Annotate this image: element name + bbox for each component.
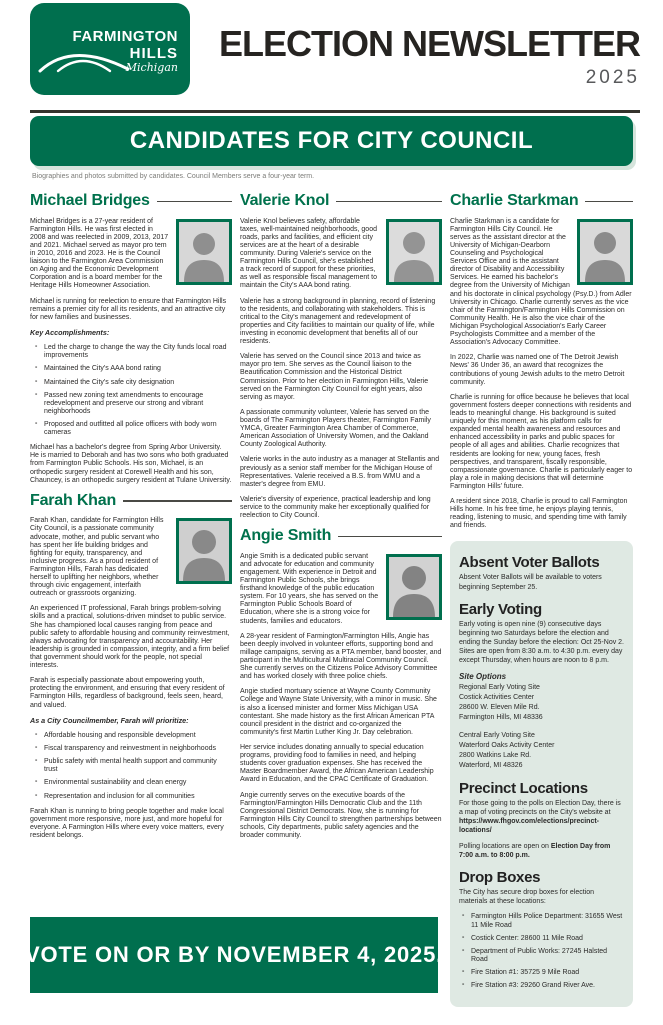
precinct-locations-heading: Precinct Locations — [459, 779, 588, 797]
candidate-section-angie-smith — [240, 527, 442, 840]
list-item: - Maintained the City's safe city designation — [35, 379, 232, 387]
list-item: - Representation and inclusion for all communities — [35, 793, 232, 801]
logo-line-hills: HILLS — [129, 45, 178, 62]
bio-paragraph: A resident since 2018, Charlie is proud to call Farmington Hills home. In his free time, he enjoys playing tennis, reading, listening to music, and spending time with family and friends. — [450, 498, 628, 530]
candidate-name: Michael Bridges — [30, 192, 150, 209]
candidate-name-heading — [450, 192, 633, 211]
absent-voter-ballots-text: Absent Voter Ballots will be available to voters beginning September 25. — [459, 574, 602, 591]
bio-text: Angie Smith is a dedicated public servant and advocate for education and community engagement. With experience in Detroit and Farmington Public Schools, she brings firsthand knowledge of the public education system. For 10 years, she has served on the Farmington Public Schools Board of Education, where she is a strong voice for students, families and educators. — [240, 552, 379, 625]
bio-paragraph: Valerie works in the auto industry as a manager at Stellantis and previously as a senior staff member for the Michigan House of Representatives. Valerie received a B.S. from WMU and a master's degree from EMU. — [240, 456, 440, 488]
candidate-section-valerie-knol — [240, 192, 442, 520]
vote-banner: VOTE ON OR BY NOVEMBER 4, 2025. — [30, 917, 438, 993]
candidate-name-heading — [240, 192, 442, 211]
bio-text: Charlie Starkman is a candidate for Farmington Hills City Council. He serves as the assistant director at the University of Michigan-Dearborn Counseling and Psychological Services Office and is the assistant director of Disability and Accessibility Services. He earned his bachelor's degree from the University of Michigan and his doctorate in clinical psychology (Psy.D.) from Adler University in Chicago. Charlie currently serves as the vice chair of the Farmington/Farmington Hills Commission on Community Health. He is also the vice chair of the Michigan Psychological Association's Early Career Psychologists Committee and a member of the Association's Advocacy Committee. — [450, 217, 632, 347]
photo-farah-khan — [176, 518, 232, 584]
list-item: - Maintained the City's AAA bond rating — [35, 365, 232, 373]
banner-note: Biographies and photos submitted by candidates. Council Members serve a four-year term. — [32, 173, 315, 180]
list-item: - Department of Public Works: 27245 Halsted Road — [462, 948, 624, 964]
absent-voter-ballots-heading: Absent Voter Ballots — [459, 554, 600, 572]
candidate-name: Valerie Knol — [240, 192, 330, 209]
bio-paragraph: Her service includes donating annually to special education programs, providing food to families in need, and helping students cover graduation expenses. She has received the Master Boardmember Award, the African American Leadership Award in Education, and the CPAC Certificate of Graduation. — [240, 744, 434, 784]
bio-paragraph: Charlie is running for office because he believes that local government fosters deeper connections with residents and leads to meaningful change. His background is suited uniquely for this moment, as his platform calls for expanded mental health awareness and resources and enhanced accessibility in parks and public spaces for people of all ages and abilities. Charlie recognizes that residents are looking for new, young faces, fresh perspectives, and transparent, fiscally responsible, compassionate governance. Charlie is particularly eager to play a role in making decisions that will determine Farmington Hills' future. — [450, 393, 633, 490]
precinct-text: For those going to the polls on Election Day, there is a map of voting precincts on the City's website at — [459, 799, 621, 816]
polling-hours-text — [459, 842, 624, 860]
drop-boxes-heading: Drop Boxes — [459, 869, 541, 887]
bio-paragraph: Valerie has served on the Council since 2013 and twice as mayor pro tem. She serves as the Council liaison to the Beautification Commission and the Historical District Commission. Prior to her election in Farmington Hills, Valerie served on the Farmington City Council for eight years, also serving as mayor. — [240, 353, 429, 401]
photo-angie-smith — [386, 554, 442, 620]
central-early-voting-site — [459, 731, 624, 771]
site-line: Waterford Oaks Activity Center — [459, 741, 555, 749]
column-left — [30, 190, 232, 847]
election-info-box — [450, 541, 633, 1007]
list-item: - Public safety with mental health support and community trust — [35, 758, 232, 774]
bio-paragraph: Valerie has a strong background in planning, record of listening to the residents, and collaborating with stakeholders. This is critical to the City's management and redevelopment of properties and City facilities to maintain our quality of life, while investing in economic development that benefits all of our residents. — [240, 297, 436, 346]
list-item: - Fiscal transparency and reinvestment in neighborhoods — [35, 745, 232, 753]
bio-paragraph — [240, 553, 442, 626]
list-item: - Environmental sustainability and clean energy — [35, 779, 232, 787]
columns — [30, 190, 633, 1007]
precinct-locations-text — [459, 799, 624, 835]
drop-box-locations-list — [459, 913, 624, 990]
regional-early-voting-site — [459, 683, 624, 723]
priorities-list — [30, 732, 232, 801]
site-line: Costick Activities Center — [459, 694, 535, 702]
list-item: - Fire Station #1: 35725 9 Mile Road — [462, 969, 624, 977]
column-right — [450, 190, 633, 1007]
candidate-name-heading — [240, 527, 442, 546]
polling-text: Polling locations are open on — [459, 843, 551, 851]
drop-boxes-intro: The City has secure drop boxes for election materials at these locations: — [459, 889, 595, 906]
list-item: - Led the charge to change the way the City funds local road improvements — [35, 344, 232, 360]
bio-paragraph: Angie currently serves on the executive boards of the Farmington/Farmington Hills Democratic Club and the 11th Congressional District Democrats. Now, she is running for Farmington Hills City Council to strengthen partnerships between schools, City departments, public safety agencies and the broader community. — [240, 791, 442, 840]
column-middle — [240, 190, 442, 847]
list-title: Key Accomplishments: — [30, 327, 110, 337]
candidate-name-heading — [30, 192, 232, 211]
bio-paragraph: Valerie's diversity of experience, practical leadership and long service to the community make her exceptionally qualified for reelection to City Council. — [240, 495, 431, 520]
early-voting-text: Early voting is open nine (9) consecutive days beginning two Saturdays before the election and ending the Sunday before the election: Oct 25-Nov 2. Sites are open from 8:30 a.m. to 4:30 p.m. every day except Thursday, when hours are noon to 8 p.m. — [459, 620, 624, 665]
site-line: Waterford, MI 48326 — [459, 761, 523, 769]
candidate-name: Charlie Starkman — [450, 192, 579, 209]
bio-paragraph: Michael has a bachelor's degree from Spring Arbor University. He is married to Deborah and has two sons who both graduated from Farmington Public Schools. His son, Michael, is an orthopedic surgery resident at Corewell Health and his son, Chauncey, is an orthopedic surgery resident at Tulane University. — [30, 444, 232, 484]
site-line: Regional Early Voting Site — [459, 684, 540, 692]
bio-paragraph — [30, 218, 232, 291]
bio-paragraph: A 28-year resident of Farmington/Farmington Hills, Angie has been deeply involved in volunteer efforts, supporting bond and millage campaigns, serving as a PTA member, band booster, and participant in the Multicultural Multiracial Community Council. She currently serves on the Citizens Police Advisory Committee and has worked closely with three police chiefs. — [240, 632, 442, 681]
year-label: 2025 — [585, 67, 640, 88]
bio-paragraph — [450, 218, 633, 348]
photo-charlie-starkman — [577, 219, 633, 285]
site-line: Central Early Voting Site — [459, 731, 535, 739]
site-line: 2800 Watkins Lake Rd. — [459, 751, 532, 759]
masthead — [219, 23, 640, 89]
candidates-banner: CANDIDATES FOR CITY COUNCIL — [30, 116, 633, 166]
bio-paragraph: An experienced IT professional, Farah brings problem-solving skills and a practical, solutions-driven mindset to public service. She has championed local causes ranging from peace and public safety to affordable housing and community reinvestment, always advocating for transparency and accountability. Her leadership is grounded in compassion, integrity, and a firm belief that government should work for the people, not special interests. — [30, 605, 230, 670]
bio-paragraph: Farah Khan is running to bring people together and make local government more responsive, more just, and more hopeful for everyone. A Farmington Hills where every voice matters, every resident belongs. — [30, 807, 224, 840]
bio-text: Michael Bridges is a 27-year resident of Farmington Hills. He was first elected in 2008 and was reelected in 2009, 2013, 2017 and 2021. Michael served as mayor pro tem in 2010, 2016 and 2023. He is the Council liaison to the Farmington Area Commission on Aging and the Economic Development Corporation and is a board member for the Heritage Hills Homeowner Association. — [30, 217, 169, 290]
bio-text: Valerie Knol believes safety, affordable taxes, well-maintained neighborhoods, good roads, parks and facilities, and efficient city services are at the heart of a desirable community. During Valerie's service on the Farmington Hills Council, she's established a track record of support for these priorities, as well as responsible fiscal management to maintain the City's AAA bond rating. — [240, 217, 377, 290]
site-options-heading: Site Options — [459, 672, 507, 682]
hills-arcs-icon — [38, 47, 130, 73]
list-item: - Proposed and outfitted all police officers with body worn cameras — [35, 421, 232, 437]
candidate-name: Angie Smith — [240, 527, 332, 545]
precinct-url: https://www.fhgov.com/elections/precinct-locations/ — [459, 817, 600, 834]
main-content — [30, 116, 633, 1007]
bio-paragraph — [240, 218, 442, 291]
candidate-name: Farah Khan — [30, 491, 117, 509]
logo-line-farmington: FARMINGTON — [72, 28, 178, 45]
early-voting-heading: Early Voting — [459, 600, 542, 618]
candidate-name-heading — [30, 492, 232, 511]
candidate-section-michael-bridges — [30, 192, 232, 485]
candidate-section-farah-khan — [30, 492, 232, 840]
list-item: - Passed new zoning text amendments to encourage redevelopment and preserve our strong and vibrant neighborhoods — [35, 392, 232, 416]
photo-valerie-knol — [386, 219, 442, 285]
list-item: - Affordable housing and responsible development — [35, 732, 232, 740]
bio-paragraph — [30, 517, 232, 598]
bio-paragraph: Farah is especially passionate about empowering youth, protecting the environment, and ensuring that every resident of Farmington Hills, regardless of background, feels seen, heard, and valued. — [30, 677, 225, 709]
list-item: - Fire Station #3: 29260 Grand River Ave. — [462, 982, 624, 990]
bio-paragraph: Angie studied mortuary science at Wayne County Community College and Wayne State University, with a minor in music. She is also a licensed minister and former Miss Michigan USA contestant. She made history as the first African American PTA council president in the district and co-organized the community's first Martin Luther King Jr. Day celebration. — [240, 688, 437, 736]
bio-paragraph: Michael is running for reelection to ensure that Farmington Hills remains a premier city for all its residents, and an attractive city for new families and businesses. — [30, 297, 227, 321]
polling-hours-bold: Election Day from 7:00 a.m. to 8:00 p.m. — [459, 843, 611, 860]
photo-michael-bridges — [176, 219, 232, 285]
candidate-section-charlie-starkman — [450, 192, 633, 530]
accomplishments-list — [30, 344, 232, 437]
logo-line-michigan: Michigan — [125, 61, 178, 74]
list-item: - Farmington Hills Police Department: 31655 West 11 Mile Road — [462, 913, 624, 929]
site-line: Farmington Hills, MI 48336 — [459, 713, 543, 721]
list-item: - Costick Center: 28600 11 Mile Road — [462, 935, 624, 943]
header-divider — [30, 110, 640, 113]
bio-text: Farah Khan, candidate for Farmington Hills City Council, is a passionate community advocate, mother, and public servant who has spent her life building bridges and fighting for equity, transparency, and inclusive progress. As a proud resident of Farmington Hills, Farah has dedicated herself to uplifting her neighbors, whether through civic engagement, interfaith outreach or grassroots organizing. — [30, 517, 164, 598]
bio-paragraph: A passionate community volunteer, Valerie has served on the boards of The Farmington Players theater, Farmington Family YMCA, Greater Farmington Area Chamber of Commerce, American Association of University Women, and the Oakland County Zoological Authority. — [240, 408, 431, 449]
logo-farmington-hills — [30, 3, 190, 95]
list-title: As a City Councilmember, Farah will prioritize: — [30, 715, 189, 725]
bio-paragraph: In 2022, Charlie was named one of The Detroit Jewish News' 36 Under 36, an award that recognizes the contributions of young Jewish adults to the metro Detroit community. — [450, 354, 625, 386]
site-line: 28600 W. Eleven Mile Rd. — [459, 704, 540, 712]
newsletter-title: ELECTION NEWSLETTER — [219, 23, 640, 64]
